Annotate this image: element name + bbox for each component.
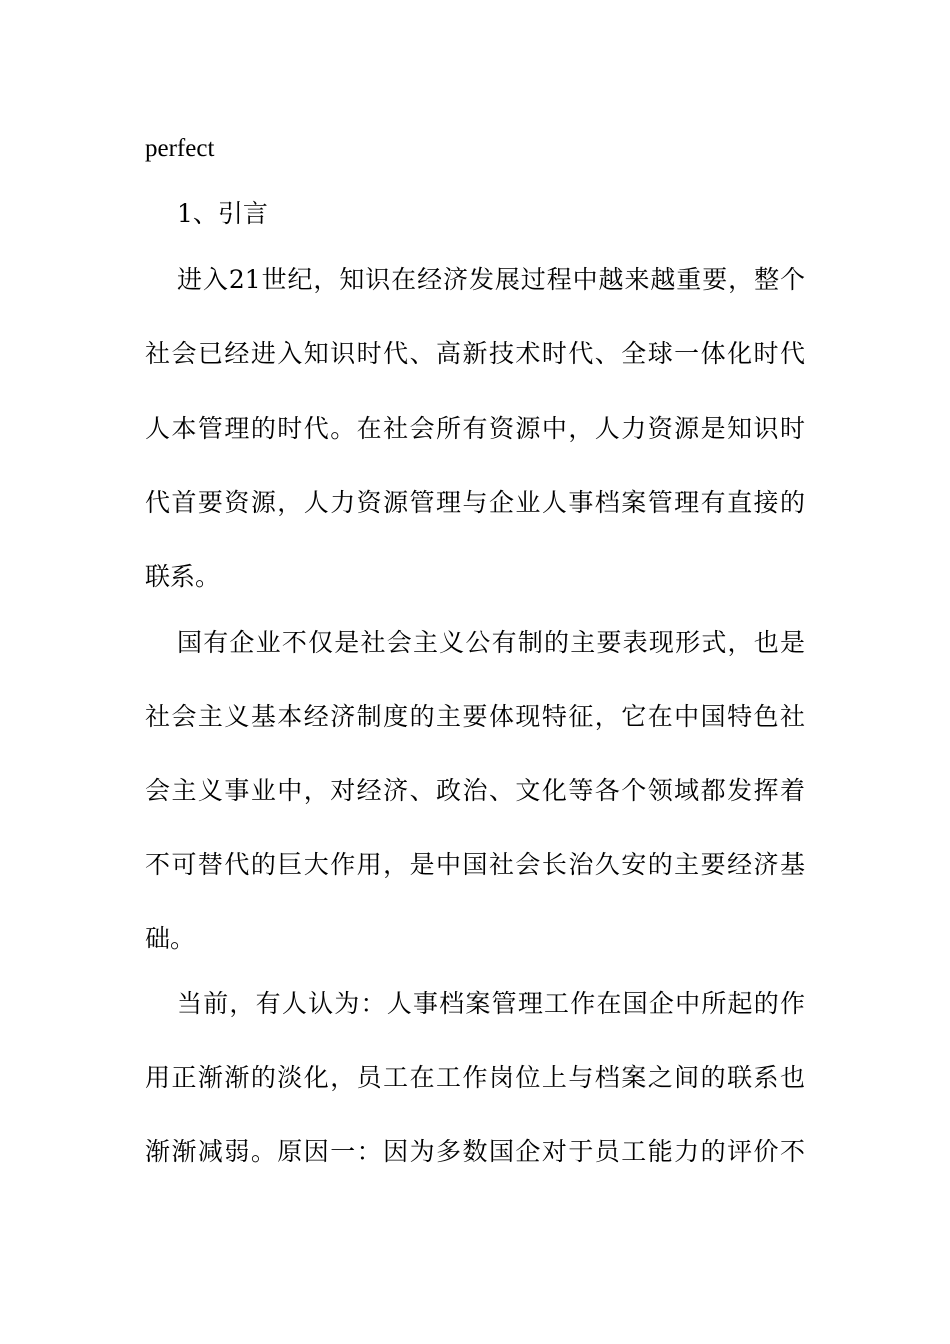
paragraph-2-line-3: 会主义事业中，对经济、政治、文化等各个领域都发挥着 — [145, 776, 805, 805]
paragraph-3-line-3: 渐渐减弱。原因一：因为多数国企对于员工能力的评价不 — [145, 1137, 805, 1166]
paragraph-1-line-3: 人本管理的时代。在社会所有资源中，人力资源是知识时 — [145, 414, 805, 443]
paragraph-3-line-1: 当前，有人认为：人事档案管理工作在国企中所起的作 — [177, 989, 805, 1018]
section-heading: 1、引言 — [177, 199, 268, 228]
paragraph-1-line-4: 代首要资源，人力资源管理与企业人事档案管理有直接的 — [145, 488, 805, 517]
paragraph-2-line-2: 社会主义基本经济制度的主要体现特征，它在中国特色社 — [145, 702, 805, 731]
paragraph-1-line-1: 进入21世纪，知识在经济发展过程中越来越重要，整个 — [177, 265, 805, 294]
paragraph-1-line-5: 联系。 — [145, 562, 221, 591]
paragraph-2-line-5: 础。 — [145, 924, 196, 953]
paragraph-1-line-2: 社会已经进入知识时代、高新技术时代、全球一体化时代 — [145, 339, 805, 368]
paragraph-3-line-2: 用正渐渐的淡化，员工在工作岗位上与档案之间的联系也 — [145, 1063, 805, 1092]
header-word: perfect — [145, 135, 215, 162]
paragraph-2-line-4: 不可替代的巨大作用，是中国社会长治久安的主要经济基 — [145, 850, 805, 879]
paragraph-2-line-1: 国有企业不仅是社会主义公有制的主要表现形式，也是 — [177, 628, 805, 657]
